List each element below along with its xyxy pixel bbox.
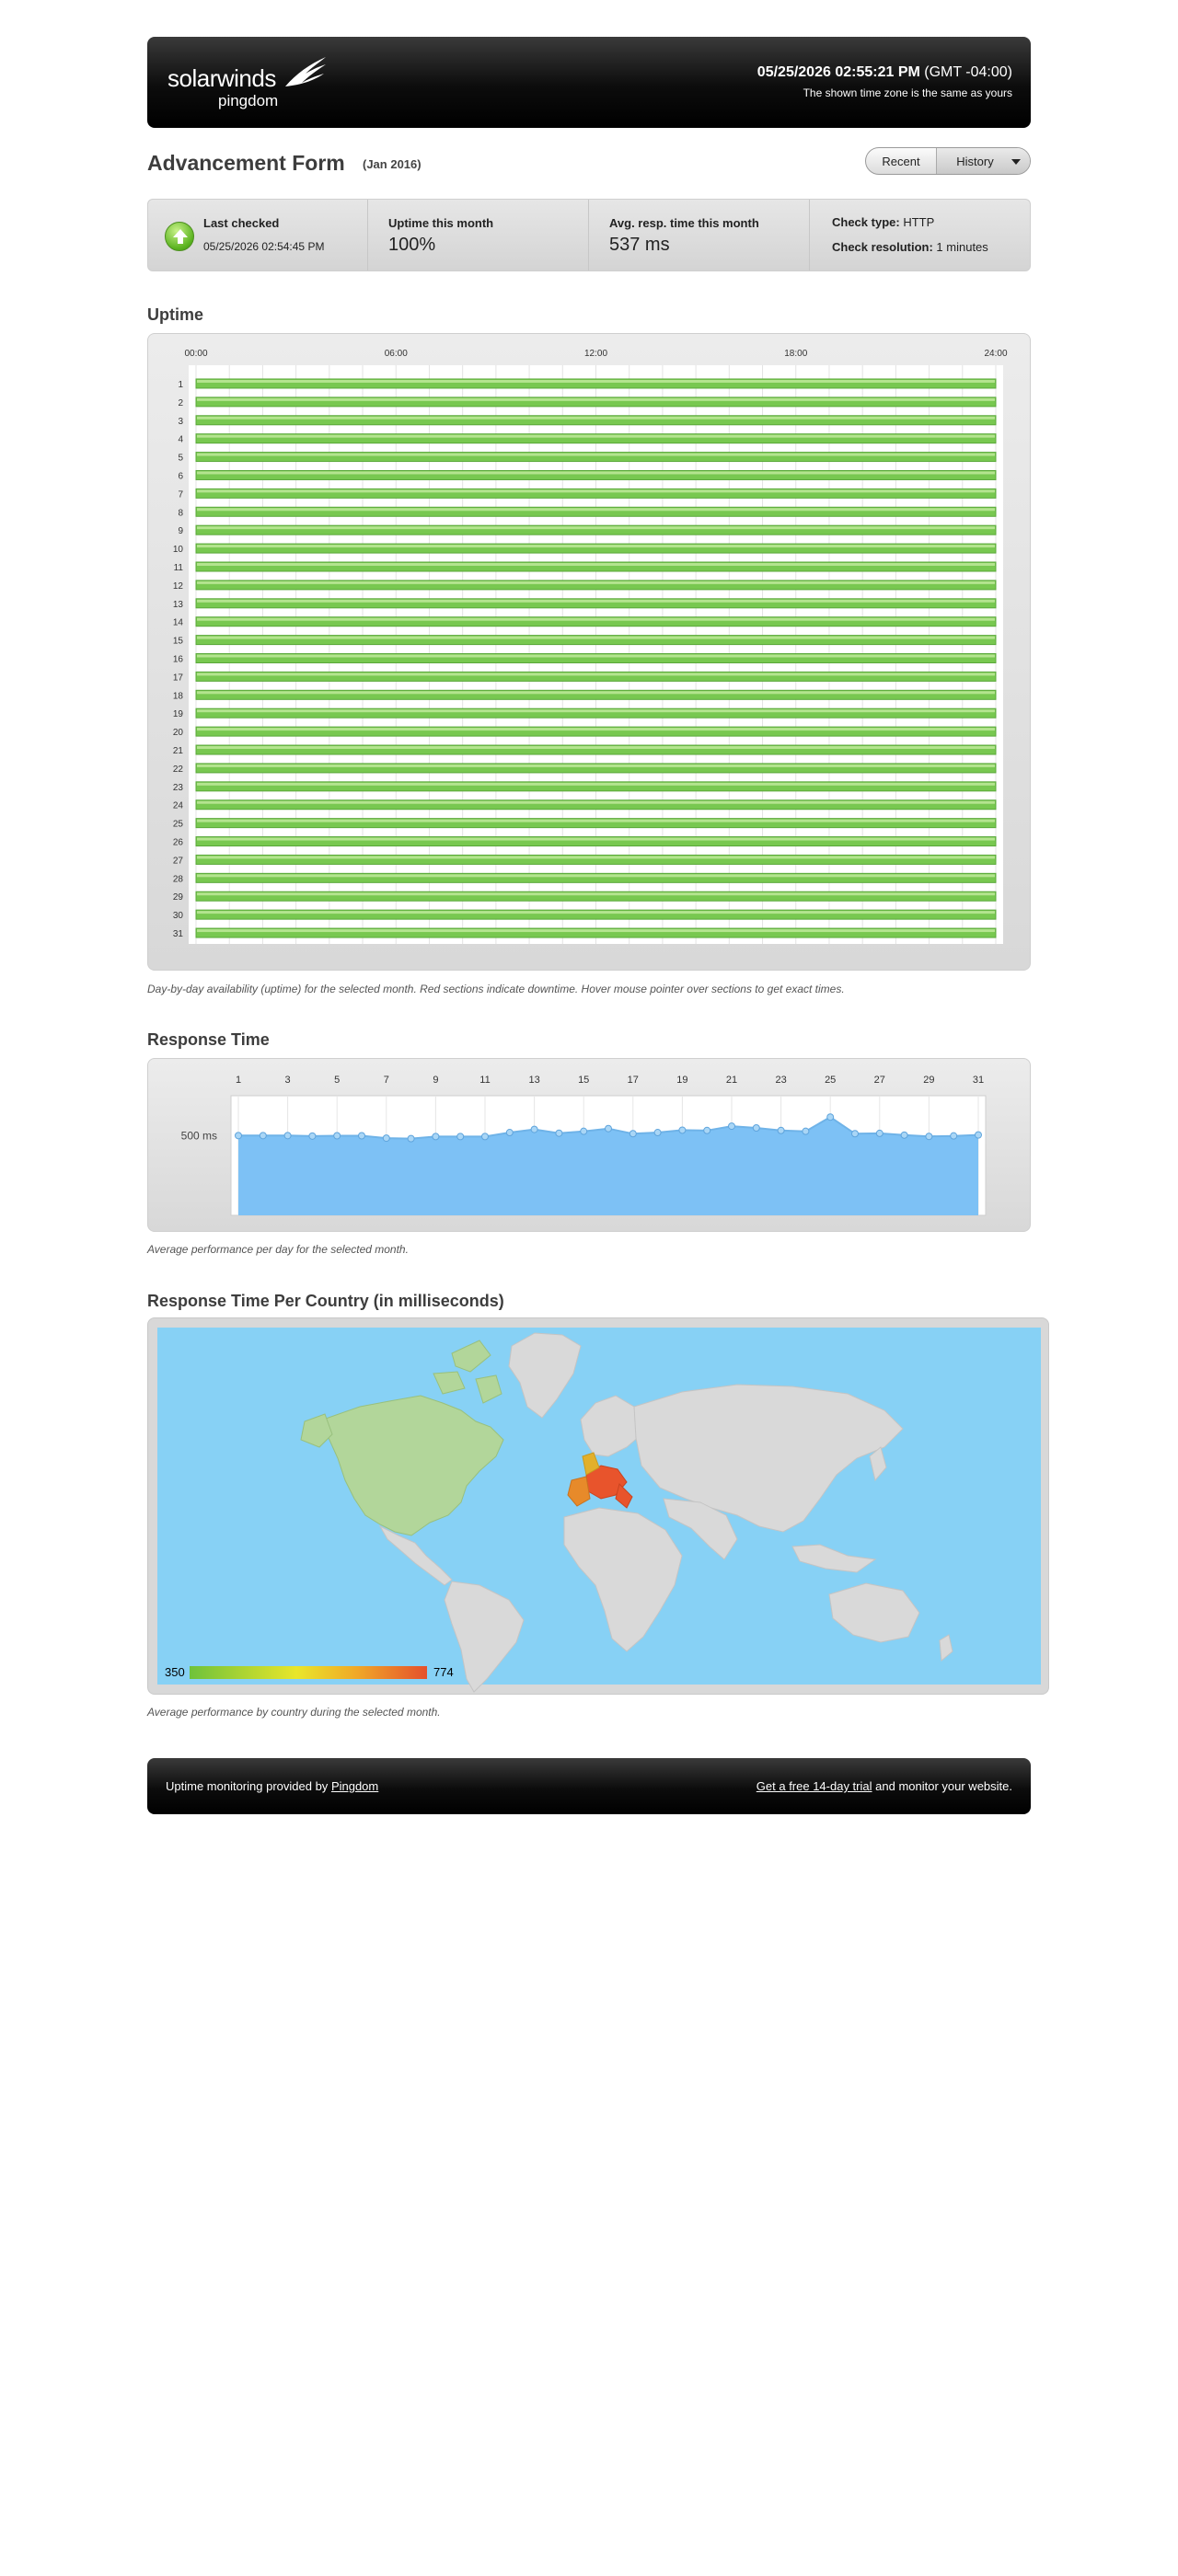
response-point[interactable] bbox=[976, 1132, 982, 1138]
view-toggle bbox=[865, 147, 1031, 175]
uptime-bar-highlight bbox=[197, 563, 995, 566]
response-caption: Average performance per day for the selected month. bbox=[147, 1243, 409, 1256]
response-x-tick: 17 bbox=[627, 1075, 639, 1086]
uptime-bar-highlight bbox=[197, 820, 995, 822]
response-point[interactable] bbox=[581, 1128, 587, 1134]
response-point[interactable] bbox=[778, 1127, 784, 1133]
uptime-bar-highlight bbox=[197, 856, 995, 858]
response-section-title: Response Time bbox=[147, 1030, 270, 1049]
response-point[interactable] bbox=[433, 1133, 439, 1140]
uptime-section-title: Uptime bbox=[147, 305, 204, 324]
response-point[interactable] bbox=[284, 1133, 291, 1139]
response-x-tick: 3 bbox=[284, 1075, 291, 1086]
footer-left bbox=[166, 1779, 378, 1793]
history-label: History bbox=[956, 154, 994, 168]
response-time-chart bbox=[148, 1059, 1030, 1231]
map-caption: Average performance by country during the selected month. bbox=[147, 1706, 441, 1719]
uptime-day-label: 7 bbox=[178, 489, 183, 500]
uptime-bar-highlight bbox=[197, 435, 995, 438]
uptime-hour-label: 18:00 bbox=[784, 349, 808, 359]
uptime-day-label: 2 bbox=[178, 397, 183, 408]
response-point[interactable] bbox=[482, 1133, 489, 1140]
uptime-day-label: 11 bbox=[173, 562, 183, 573]
footer-monitor-text: and monitor your website. bbox=[875, 1779, 1012, 1793]
uptime-bar-highlight bbox=[197, 380, 995, 383]
uptime-day-label: 21 bbox=[172, 746, 183, 757]
response-point[interactable] bbox=[457, 1133, 464, 1140]
response-point[interactable] bbox=[926, 1133, 932, 1140]
uptime-bar-highlight bbox=[197, 489, 995, 492]
uptime-day-label: 23 bbox=[172, 782, 183, 793]
uptime-day-label: 13 bbox=[172, 599, 183, 610]
uptime-day-label: 27 bbox=[172, 856, 183, 867]
status-up-icon bbox=[165, 222, 194, 251]
footer-right bbox=[756, 1779, 1012, 1793]
response-panel bbox=[147, 1058, 1031, 1232]
uptime-chart bbox=[148, 334, 1030, 970]
response-x-tick: 19 bbox=[676, 1075, 688, 1086]
check-type: Check type: HTTP bbox=[832, 215, 935, 229]
page-period: (Jan 2016) bbox=[363, 157, 422, 171]
response-point[interactable] bbox=[901, 1132, 907, 1138]
title-row bbox=[147, 147, 1031, 184]
uptime-bar-highlight bbox=[197, 637, 995, 639]
stat-last-checked bbox=[148, 200, 367, 270]
uptime-day-label: 28 bbox=[172, 874, 183, 885]
avg-response-label: Avg. resp. time this month bbox=[609, 216, 759, 230]
response-x-tick: 31 bbox=[972, 1075, 985, 1086]
uptime-day-label: 17 bbox=[172, 673, 183, 684]
uptime-label: Uptime this month bbox=[388, 216, 494, 230]
uptime-day-label: 26 bbox=[172, 837, 183, 848]
uptime-day-label: 18 bbox=[172, 691, 183, 702]
response-point[interactable] bbox=[531, 1126, 537, 1133]
chevron-down-icon bbox=[1011, 159, 1021, 165]
uptime-caption: Day-by-day availability (uptime) for the selected month. Red sections indicate downtime. Hover mouse pointer over sections to get exact times. bbox=[147, 983, 845, 995]
uptime-bar-highlight bbox=[197, 691, 995, 694]
uptime-day-label: 31 bbox=[172, 929, 183, 940]
uptime-day-label: 29 bbox=[172, 892, 183, 903]
check-resolution: Check resolution: 1 minutes bbox=[832, 240, 988, 254]
history-dropdown[interactable] bbox=[937, 148, 1030, 174]
uptime-bar-highlight bbox=[197, 600, 995, 603]
uptime-day-label: 5 bbox=[178, 453, 183, 464]
uptime-day-label: 4 bbox=[178, 434, 183, 445]
avg-response-value: 537 ms bbox=[609, 235, 670, 255]
uptime-bar-highlight bbox=[197, 655, 995, 658]
uptime-day-label: 10 bbox=[172, 545, 183, 556]
response-point[interactable] bbox=[803, 1128, 809, 1134]
uptime-day-label: 12 bbox=[172, 581, 183, 592]
uptime-bar-highlight bbox=[197, 765, 995, 767]
world-map bbox=[148, 1318, 1048, 1694]
stat-check-info bbox=[809, 200, 1030, 270]
uptime-hour-label: 12:00 bbox=[583, 349, 608, 359]
response-point[interactable] bbox=[629, 1131, 636, 1137]
response-x-tick: 23 bbox=[775, 1075, 787, 1086]
response-x-tick: 1 bbox=[235, 1075, 242, 1086]
uptime-bar-highlight bbox=[197, 728, 995, 730]
header-time-block bbox=[757, 64, 1012, 99]
uptime-bar-highlight bbox=[197, 398, 995, 401]
map-section-title: Response Time Per Country (in milliseconds) bbox=[147, 1292, 504, 1310]
logo-text: solarwinds bbox=[167, 64, 276, 92]
uptime-bar-highlight bbox=[197, 929, 995, 932]
solarwinds-bird-icon bbox=[283, 55, 328, 92]
uptime-day-label: 14 bbox=[172, 617, 183, 628]
pingdom-link[interactable]: Pingdom bbox=[330, 1779, 379, 1793]
response-point[interactable] bbox=[408, 1135, 414, 1142]
uptime-day-label: 8 bbox=[178, 508, 183, 519]
response-x-tick: 29 bbox=[923, 1075, 935, 1086]
response-point[interactable] bbox=[753, 1125, 759, 1132]
response-x-tick: 15 bbox=[578, 1075, 590, 1086]
response-point[interactable] bbox=[236, 1133, 242, 1139]
uptime-panel bbox=[147, 333, 1031, 971]
uptime-day-label: 15 bbox=[172, 636, 183, 647]
uptime-bar-highlight bbox=[197, 709, 995, 712]
uptime-day-label: 24 bbox=[172, 800, 183, 811]
solarwinds-pingdom-logo[interactable] bbox=[167, 55, 324, 110]
response-point[interactable] bbox=[679, 1127, 686, 1133]
uptime-value: 100% bbox=[388, 235, 436, 255]
uptime-bar-highlight bbox=[197, 838, 995, 841]
uptime-day-label: 16 bbox=[172, 654, 183, 665]
response-x-tick: 11 bbox=[479, 1075, 491, 1086]
response-point[interactable] bbox=[951, 1133, 957, 1139]
response-point[interactable] bbox=[556, 1130, 562, 1136]
uptime-day-label: 19 bbox=[172, 709, 183, 720]
response-point[interactable] bbox=[260, 1133, 266, 1139]
response-point[interactable] bbox=[876, 1130, 883, 1136]
uptime-bar-highlight bbox=[197, 801, 995, 804]
last-checked-value: 05/25/2026 02:54:45 PM bbox=[203, 240, 325, 253]
uptime-hour-label: 24:00 bbox=[984, 349, 1008, 359]
uptime-bar-highlight bbox=[197, 618, 995, 621]
uptime-day-label: 3 bbox=[178, 416, 183, 427]
stats-bar bbox=[147, 199, 1031, 271]
uptime-day-label: 1 bbox=[178, 379, 183, 390]
current-datetime: 05/25/2026 02:55:21 PM (GMT -04:00) bbox=[756, 64, 1012, 80]
uptime-bar-highlight bbox=[197, 874, 995, 877]
legend-max-label: 774 bbox=[433, 1665, 454, 1679]
uptime-bar-highlight bbox=[197, 673, 995, 675]
uptime-day-label: 9 bbox=[178, 526, 183, 537]
uptime-day-label: 20 bbox=[172, 728, 183, 739]
response-point[interactable] bbox=[704, 1127, 710, 1133]
response-y-label: 500 ms bbox=[180, 1129, 217, 1143]
page-header bbox=[147, 37, 1031, 128]
uptime-hour-label: 06:00 bbox=[384, 349, 408, 359]
free-trial-link[interactable]: Get a free 14-day trial bbox=[756, 1779, 872, 1793]
recent-button[interactable]: Recent bbox=[866, 148, 937, 174]
footer-provided-text: Uptime monitoring provided by bbox=[166, 1779, 329, 1793]
response-point[interactable] bbox=[359, 1133, 365, 1139]
uptime-day-label: 30 bbox=[172, 911, 183, 922]
uptime-bar-highlight bbox=[197, 581, 995, 584]
response-point[interactable] bbox=[606, 1125, 612, 1132]
response-point[interactable] bbox=[827, 1114, 834, 1121]
page-title: Advancement Form bbox=[147, 151, 345, 175]
page-footer bbox=[147, 1758, 1031, 1814]
legend-min-label: 350 bbox=[165, 1665, 185, 1679]
response-point[interactable] bbox=[334, 1133, 341, 1139]
uptime-bar-highlight bbox=[197, 892, 995, 895]
uptime-bar-highlight bbox=[197, 454, 995, 456]
uptime-day-label: 22 bbox=[172, 764, 183, 775]
timezone-note: The shown time zone is the same as yours bbox=[803, 86, 1012, 99]
response-x-tick: 25 bbox=[825, 1075, 837, 1086]
legend-gradient bbox=[190, 1666, 427, 1679]
uptime-bar-highlight bbox=[197, 471, 995, 474]
response-x-tick: 21 bbox=[725, 1075, 738, 1086]
logo-subtext: pingdom bbox=[218, 92, 279, 109]
country-map-panel bbox=[147, 1317, 1049, 1695]
uptime-bar-highlight bbox=[197, 508, 995, 511]
stat-avg-response bbox=[588, 200, 809, 270]
stat-uptime bbox=[367, 200, 588, 270]
response-point[interactable] bbox=[383, 1135, 389, 1142]
uptime-bar-highlight bbox=[197, 417, 995, 420]
uptime-bar-highlight bbox=[197, 783, 995, 786]
response-point[interactable] bbox=[852, 1131, 859, 1137]
uptime-day-label: 6 bbox=[178, 471, 183, 482]
response-x-tick: 7 bbox=[383, 1075, 389, 1086]
uptime-hour-label: 00:00 bbox=[184, 349, 208, 359]
response-point[interactable] bbox=[729, 1123, 735, 1130]
uptime-bar-highlight bbox=[197, 526, 995, 529]
response-x-tick: 5 bbox=[334, 1075, 341, 1086]
response-x-tick: 9 bbox=[433, 1075, 439, 1086]
response-x-tick: 13 bbox=[528, 1075, 540, 1086]
response-point[interactable] bbox=[309, 1133, 316, 1139]
last-checked-label: Last checked bbox=[203, 216, 280, 230]
uptime-day-label: 25 bbox=[172, 819, 183, 830]
response-point[interactable] bbox=[654, 1130, 661, 1136]
response-x-tick: 27 bbox=[873, 1075, 885, 1086]
uptime-bar-highlight bbox=[197, 545, 995, 547]
uptime-bar-highlight bbox=[197, 746, 995, 749]
uptime-bar-highlight bbox=[197, 911, 995, 914]
response-point[interactable] bbox=[506, 1130, 513, 1136]
